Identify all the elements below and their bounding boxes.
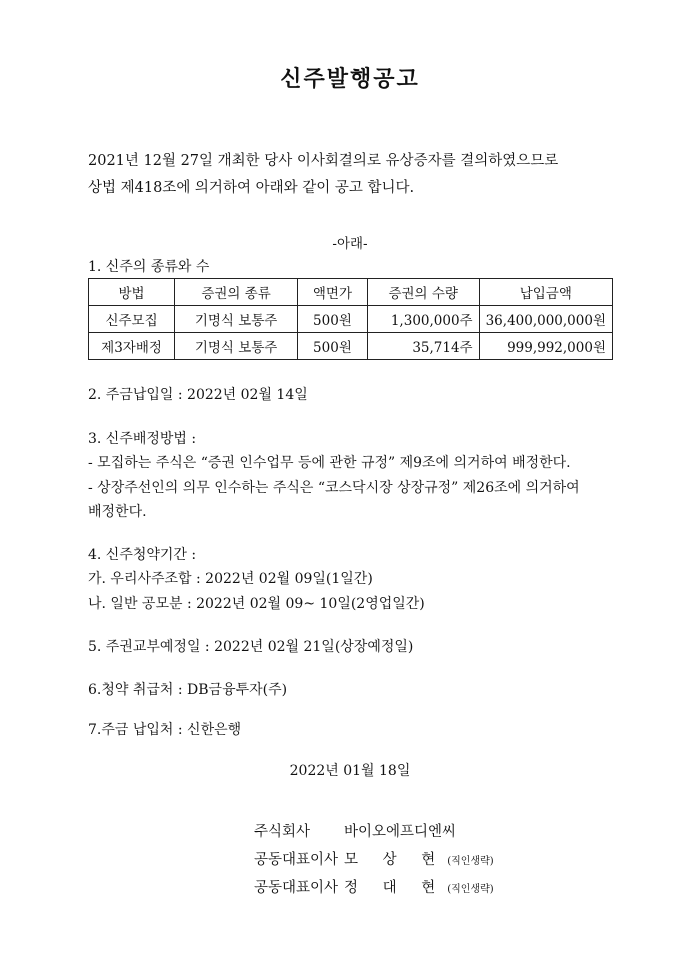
section2-line: 2. 주금납입일 : 2022년 02월 14일 xyxy=(88,387,308,403)
section3-line: - 모집하는 주식은 “증권 인수업무 등에 관한 규정” 제9조에 의거하여 배정한다. xyxy=(88,455,571,471)
notice-label: -아래- xyxy=(332,236,368,252)
section3-heading: 3. 신주배정방법 : xyxy=(88,431,197,447)
ceo-signature xyxy=(254,876,494,897)
table-cell: 999,992,000원 xyxy=(479,333,612,360)
section4-heading: 4. 신주청약기간 : xyxy=(88,547,197,563)
ceo-name: 정 대 현 xyxy=(344,880,446,896)
notice-date: 2022년 01월 18일 xyxy=(289,763,411,779)
column-header: 증권의 수량 xyxy=(367,279,479,306)
ceo-signature xyxy=(254,848,494,869)
section7-line: 7.주금 납입처 : 신한은행 xyxy=(88,722,242,738)
table-cell: 500원 xyxy=(298,333,368,360)
stock-table xyxy=(88,278,613,360)
intro-line: 2021년 12월 27일 개최한 당사 이사회결의로 유상증자를 결의하였으므로 xyxy=(88,153,559,169)
table-cell: 기명식 보통주 xyxy=(175,306,298,333)
seal-note: (직인생략) xyxy=(447,884,494,895)
section4-line: 나. 일반 공모분 : 2022년 02월 09~ 10일(2영업일간) xyxy=(88,596,425,612)
company-name: 바이오에프디엔씨 xyxy=(344,824,457,840)
document-title: 신주발행공고 xyxy=(280,66,420,92)
table-row xyxy=(89,306,613,333)
intro-paragraph xyxy=(88,148,628,202)
section3-line: 배정한다. xyxy=(88,504,147,520)
section3-line: - 상장주선인의 의무 인수하는 주식은 “코스닥시장 상장규정” 제26조에 의거하여 xyxy=(88,480,580,496)
intro-line: 상법 제418조에 의거하여 아래와 같이 공고 합니다. xyxy=(88,180,415,196)
ceo-name: 모 상 현 xyxy=(344,852,446,868)
table-cell: 제3자배정 xyxy=(89,333,175,360)
table-cell: 500원 xyxy=(298,306,368,333)
company-type: 주식회사 xyxy=(254,824,311,840)
table-cell: 35,714주 xyxy=(367,333,479,360)
column-header: 방법 xyxy=(89,279,175,306)
table-cell: 36,400,000,000원 xyxy=(479,306,612,333)
seal-note: (직인생략) xyxy=(447,856,494,867)
table-row xyxy=(89,333,613,360)
table-cell: 기명식 보통주 xyxy=(175,333,298,360)
company-signature xyxy=(254,820,456,841)
section4-line: 가. 우리사주조합 : 2022년 02월 09일(1일간) xyxy=(88,571,373,587)
ceo-role: 공동대표이사 xyxy=(254,880,339,896)
column-header: 액면가 xyxy=(298,279,368,306)
section6-line: 6.청약 취급처 : DB금융투자(주) xyxy=(88,682,288,698)
table-header-row xyxy=(89,279,613,306)
section1-heading: 1. 신주의 종류와 수 xyxy=(88,259,210,275)
column-header: 납입금액 xyxy=(479,279,612,306)
column-header: 증권의 종류 xyxy=(175,279,298,306)
table-cell: 신주모집 xyxy=(89,306,175,333)
table-cell: 1,300,000주 xyxy=(367,306,479,333)
ceo-role: 공동대표이사 xyxy=(254,852,339,868)
section5-line: 5. 주권교부예정일 : 2022년 02월 21일(상장예정일) xyxy=(88,639,414,655)
